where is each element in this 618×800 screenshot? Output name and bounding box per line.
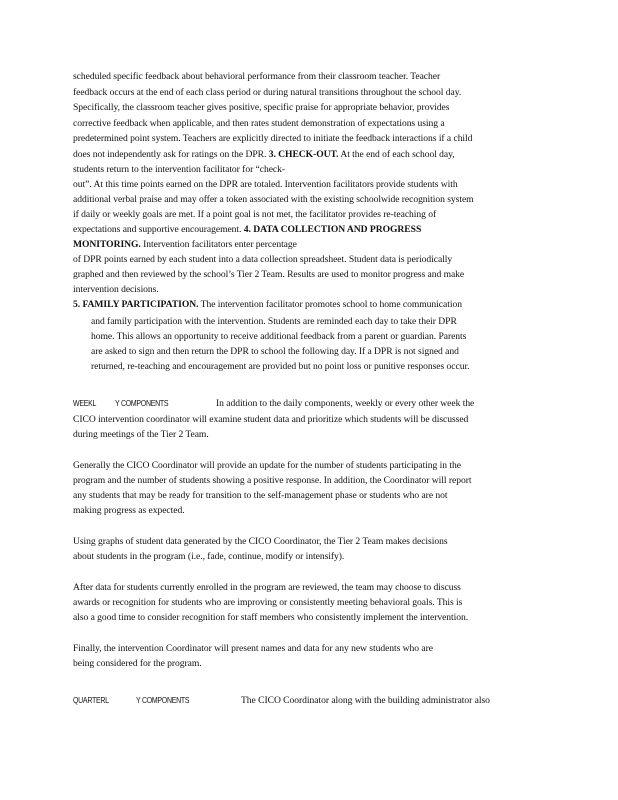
body-line: Finally, the intervention Coordinator will present names and data for any new students who are xyxy=(73,643,433,654)
body-line: additional verbal praise and may offer a token associated with the existing schoolwide recognition system xyxy=(73,194,474,205)
line-text: does not independently ask for ratings on the DPR. xyxy=(73,149,269,160)
body-line: making progress as expected. xyxy=(73,505,185,516)
weekly-first-line: In addition to the daily components, weekly or every other week the xyxy=(216,398,475,409)
line-text: At the end of each school day, xyxy=(338,149,455,160)
body-line: scheduled specific feedback about behavioral performance from their classroom teacher. Teacher xyxy=(73,71,441,82)
weekly-heading-part1: WEEKL xyxy=(73,399,97,408)
body-line: feedback occurs at the end of each class period or during natural transitions throughout the school day. xyxy=(73,87,462,98)
family-participation-heading: 5. FAMILY PARTICIPATION. xyxy=(73,299,199,310)
body-line: students return to the intervention facilitator for “check- xyxy=(73,164,286,175)
body-line-family xyxy=(73,299,462,311)
body-line: corrective feedback when applicable, and then rates student demonstration of expectations using a xyxy=(73,118,445,129)
quarterly-first-line: The CICO Coordinator along with the building administrator also xyxy=(241,695,490,706)
body-line: Generally the CICO Coordinator will provide an update for the number of students participating in the xyxy=(73,460,461,471)
body-line: any students that may be ready for transition to the self-management phase or students who are not xyxy=(73,490,448,501)
body-line: awards or recognition for students who are improving or consistently meeting behavioral goals. This is xyxy=(73,597,463,608)
quarterly-heading-part2: Y COMPONENTS xyxy=(136,696,190,705)
body-line-data-collection xyxy=(73,224,421,236)
body-line: being considered for the program. xyxy=(73,658,202,669)
body-line-monitoring xyxy=(73,239,297,251)
body-line: CICO intervention coordinator will examine student data and prioritize which students will be discussed xyxy=(73,414,469,425)
body-line: intervention decisions. xyxy=(73,284,159,295)
body-line: program and the number of students showing a positive response. In addition, the Coordinator will report xyxy=(73,475,472,486)
body-line: Using graphs of student data generated by the CICO Coordinator, the Tier 2 Team makes decisions xyxy=(73,536,448,547)
body-line: and family participation with the intervention. Students are reminded each day to take their DPR xyxy=(91,316,457,327)
body-line: home. This allows an opportunity to receive additional feedback from a parent or guardian. Parents xyxy=(91,331,467,342)
data-collection-heading: 4. DATA COLLECTION AND PROGRESS xyxy=(243,224,422,235)
checkout-heading: 3. CHECK-OUT. xyxy=(268,149,339,160)
body-line: also a good time to consider recognition for staff members who consistently implement the intervention. xyxy=(73,612,469,623)
line-text: expectations and supportive encouragement. xyxy=(73,224,244,235)
line-text: The intervention facilitator promotes school to home communication xyxy=(198,299,462,310)
monitoring-heading: MONITORING. xyxy=(73,239,141,250)
body-line: about students in the program (i.e., fade, continue, modify or intensify). xyxy=(73,551,345,562)
quarterly-heading-part1: QUARTERL xyxy=(73,696,109,705)
body-line: returned, re-teaching and encouragement are provided but no point loss or punitive responses occur. xyxy=(91,361,470,372)
line-text: Intervention facilitators enter percentage xyxy=(140,239,297,250)
body-line: After data for students currently enrolled in the program are reviewed, the team may choose to discuss xyxy=(73,582,461,593)
body-line: are asked to sign and then return the DPR to school the following day. If a DPR is not signed and xyxy=(91,346,459,357)
body-line: Specifically, the classroom teacher gives positive, specific praise for appropriate behavior, provides xyxy=(73,102,450,113)
body-line: of DPR points earned by each student into a data collection spreadsheet. Student data is periodically xyxy=(73,254,453,265)
body-line-checkout xyxy=(73,149,455,161)
body-line: predetermined point system. Teachers are explicitly directed to initiate the feedback interactions if a child xyxy=(73,133,473,144)
body-line: during meetings of the Tier 2 Team. xyxy=(73,429,209,440)
weekly-heading-part2: Y COMPONENTS xyxy=(115,399,169,408)
body-line: if daily or weekly goals are met. If a point goal is not met, the facilitator provides re-teaching of xyxy=(73,209,437,220)
body-line: out”. At this time points earned on the DPR are totaled. Intervention facilitators provide students with xyxy=(73,179,458,190)
body-line: graphed and then reviewed by the school’s Tier 2 Team. Results are used to monitor progress and make xyxy=(73,269,465,280)
